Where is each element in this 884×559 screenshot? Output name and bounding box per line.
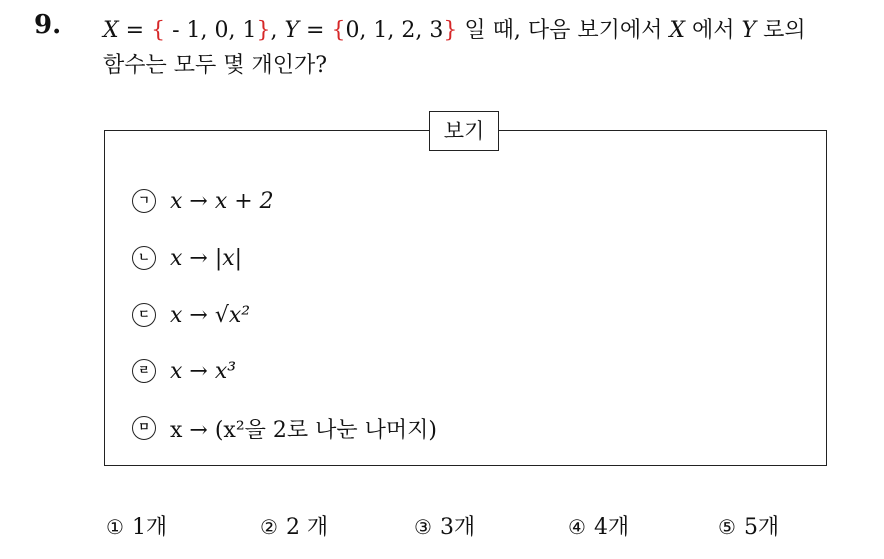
choice-3[interactable]: [414, 510, 475, 541]
stem-text: 일 때, 다음 보기에서: [457, 18, 670, 43]
question-stem: [103, 14, 806, 82]
question-number: 9.: [34, 10, 62, 40]
example-item: [132, 185, 274, 217]
example-item: [132, 412, 437, 444]
choice-label: 4개: [593, 515, 630, 540]
choice-label: 5개: [743, 515, 780, 540]
brace-open: {: [151, 18, 166, 43]
choice-label: 3개: [439, 515, 476, 540]
set-x-symbol: X: [103, 18, 119, 43]
example-expression: x → (x²을 2로 나눈 나머지): [170, 417, 437, 443]
stem-text: 에서: [685, 18, 742, 43]
set-x-elements: - 1, 0, 1: [165, 18, 257, 43]
question-line-1: [103, 18, 806, 43]
question-line-2: 함수는 모두 몇 개인가?: [103, 53, 328, 78]
equals-sign: =: [118, 18, 152, 43]
choice-4[interactable]: [568, 510, 629, 541]
choice-5[interactable]: [718, 510, 779, 541]
example-item: [132, 355, 236, 387]
circled-marker-icon: ㄷ: [132, 303, 156, 327]
set-y-elements: 0, 1, 2, 3: [345, 18, 444, 43]
circled-marker-icon: ㅁ: [132, 416, 156, 440]
circled-marker-icon: ㄴ: [132, 246, 156, 270]
answer-choices: [0, 510, 884, 550]
example-box-title: 보기: [429, 111, 499, 151]
example-expression: x → |x|: [170, 245, 243, 271]
comma: ,: [270, 18, 285, 43]
choice-label: 1개: [131, 515, 168, 540]
circled-marker-icon: ㄱ: [132, 189, 156, 213]
set-x-symbol: X: [669, 18, 686, 43]
set-y-symbol: Y: [741, 18, 757, 43]
choice-number: ①: [106, 515, 124, 539]
brace-close: }: [443, 18, 458, 43]
circled-marker-icon: ㄹ: [132, 359, 156, 383]
choice-2[interactable]: [260, 510, 328, 541]
example-item: [132, 299, 250, 331]
choice-number: ②: [260, 515, 278, 539]
choice-number: ④: [568, 515, 586, 539]
choice-label: 2 개: [285, 515, 329, 540]
choice-number: ③: [414, 515, 432, 539]
example-expression: x → √x²: [170, 302, 251, 328]
choice-1[interactable]: [106, 510, 167, 541]
brace-close: }: [256, 18, 271, 43]
choice-number: ⑤: [718, 515, 736, 539]
set-y-symbol: Y: [284, 18, 300, 43]
example-item: [132, 242, 242, 274]
brace-open: {: [331, 18, 346, 43]
equals-sign: =: [299, 18, 332, 43]
example-expression: x → x³: [170, 358, 237, 384]
stem-text: 로의: [756, 18, 806, 43]
example-expression: x → x + 2: [170, 188, 274, 214]
